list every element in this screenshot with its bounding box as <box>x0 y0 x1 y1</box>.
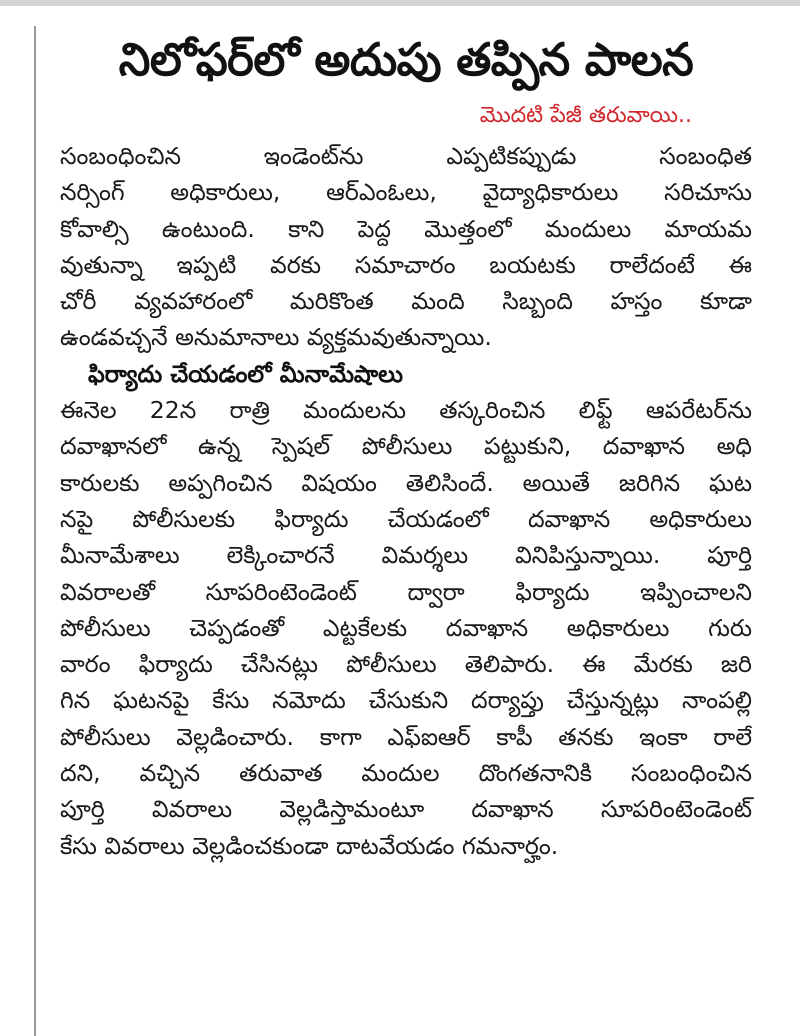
text-line: చోరీ వ్యవహారంలో మరికొంత మంది సిబ్బంది హస్తం కూడా <box>60 287 752 316</box>
text-line: కోవాల్సి ఉంటుంది. కాని పెద్ద మొత్తంలో మందులు మాయమ <box>60 214 752 243</box>
column-divider <box>34 26 36 1036</box>
text-line: దని, వచ్చిన తరువాత మందుల దొంగతనానికి సంబంధించిన <box>60 759 752 788</box>
headline: నిలోఫర్‌లో అదుపు తప్పిన పాలన <box>118 33 694 86</box>
paragraph-1 <box>60 138 752 356</box>
text-line: గిన ఘటనపై కేసు నమోదు చేసుకుని దర్యాప్తు చేస్తున్నట్లు నాంపల్లి <box>60 686 752 715</box>
text-line: సంబంధించిన ఇండెంట్‌ను ఎప్పటికప్పుడు సంబంధిత <box>60 142 752 170</box>
news-article <box>60 24 752 864</box>
text-line: వారం ఫిర్యాదు చేసినట్లు పోలీసులు తెలిపారు. ఈ మేరకు జరి <box>60 650 752 679</box>
text-line: ఉండవచ్చనే అనుమానాలు వ్యక్తమవుతున్నాయి. <box>60 323 492 352</box>
text-line: పోలీసులు చెప్పడంతో ఎట్టకేలకు దవాఖాన అధికారులు గురు <box>60 613 752 642</box>
text-line: పూర్తి వివరాలు వెల్లడిస్తామంటూ దవాఖాన సూపరింటెండెంట్ <box>60 795 752 824</box>
text-line: నర్సింగ్ అధికారులు, ఆర్ఎంఓలు, వైద్యాధికారులు సరిచూసు <box>60 178 752 207</box>
continued-label: మొదటి పేజీ తరువాయి.. <box>479 103 692 128</box>
text-line: కేసు వివరాలు వెల్లడించకుండా దాటవేయడం గమనార్హం. <box>60 831 559 860</box>
text-line: దవాఖానలో ఉన్న స్పెషల్ పోలీసులు పట్టుకుని, దవాఖాన అధి <box>60 432 752 461</box>
text-line: నపై పోలీసులకు ఫిర్యాదు చేయడంలో దవాఖాన అధికారులు <box>60 504 752 533</box>
text-line: వుతున్నా ఇప్పటి వరకు సమాచారం బయటకు రాలేదంటే ఈ <box>60 250 752 279</box>
text-line: కారులకు అప్పగించిన విషయం తెలిసిందే. అయితే జరిగిన ఘట <box>60 468 752 497</box>
top-border <box>0 0 800 6</box>
paragraph-2 <box>60 392 752 864</box>
subheading: ఫిర్యాదు చేయడంలో మీనామేషాలు <box>88 359 403 388</box>
text-line: ఈనెల 22న రాత్రి మందులను తస్కరించిన లిఫ్ట్ ఆపరేటర్‌ను <box>60 396 752 425</box>
text-line: పోలీసులు వెల్లడించారు. కాగా ఎఫ్ఐఆర్ కాపీ తనకు ఇంకా రాలే <box>60 722 752 751</box>
text-line: వివరాలతో సూపరింటెండెంట్ ద్వారా ఫిర్యాదు ఇప్పించాలని <box>60 577 752 606</box>
text-line: మీనామేశాలు లెక్కించారనే విమర్శలు వినిపిస్తున్నాయి. పూర్తి <box>60 541 752 570</box>
